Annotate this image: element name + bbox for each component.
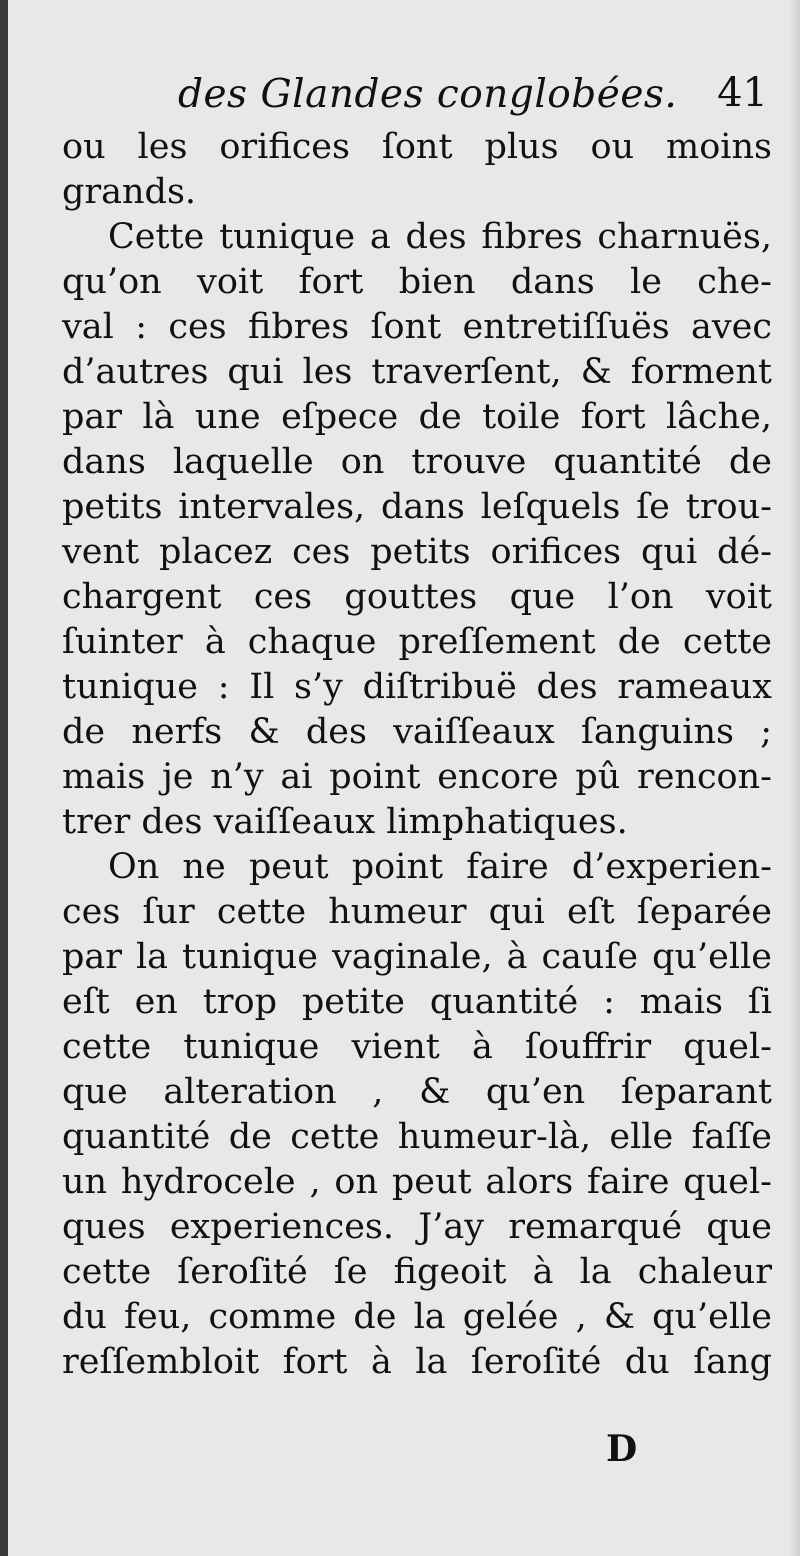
text-line: ques experiences. J’ay remarqué que: [62, 1207, 772, 1247]
text-line: un hydrocele , on peut alors faire quel-: [62, 1162, 772, 1202]
text-line: chargent ces gouttes que l’on voit: [62, 577, 772, 617]
text-line: cette tunique vient à ſouffrir quel-: [62, 1027, 772, 1067]
body-text: [62, 125, 772, 1385]
text-line: On ne peut point faire d’experien-: [108, 847, 772, 887]
text-line: reſſembloit fort à la ſeroſité du ſang: [62, 1342, 772, 1382]
text-line: grands.: [62, 172, 197, 212]
text-line: tunique : Il s’y diſtribuë des rameaux: [62, 667, 772, 707]
text-line: dans laquelle on trouve quantité de: [62, 442, 772, 482]
text-line: vent placez ces petits orifices qui dé-: [62, 532, 772, 572]
text-line: du feu, comme de la gelée , & qu’elle: [62, 1297, 772, 1337]
text-line: ces ſur cette humeur qui eſt ſeparée: [62, 892, 772, 932]
text-line: qu’on voit fort bien dans le che-: [62, 262, 772, 302]
text-line: de nerfs & des vaiſſeaux ſanguins ;: [62, 712, 772, 752]
text-line: par la tunique vaginale, à cauſe qu’elle: [62, 937, 772, 977]
text-line: val : ces fibres ſont entretiſſuës avec: [62, 307, 772, 347]
text-line: ſuinter à chaque preſſement de cette: [62, 622, 772, 662]
text-line: ou les orifices ſont plus ou moins: [62, 127, 772, 167]
text-line: trer des vaiſſeaux limphatiques.: [62, 802, 628, 842]
text-line: mais je n’y ai point encore pû rencon-: [62, 757, 772, 797]
text-line: eſt en trop petite quantité : mais ſi: [62, 982, 772, 1022]
text-line: que alteration , & qu’en ſeparant: [62, 1072, 772, 1112]
page-number: 41: [717, 70, 768, 116]
signature-mark: D: [606, 1428, 638, 1470]
page-header: [60, 70, 770, 130]
text-line: Cette tunique a des fibres charnuës,: [108, 217, 772, 257]
text-line: cette ſeroſité ſe figeoit à la chaleur: [62, 1252, 772, 1292]
text-line: petits intervales, dans leſquels ſe trou-: [62, 487, 772, 527]
text-line: d’autres qui les traverſent, & forment: [62, 352, 772, 392]
running-title: des Glandes conglobées.: [178, 72, 678, 117]
text-line: par là une eſpece de toile fort lâche,: [62, 397, 772, 437]
text-line: quantité de cette humeur-là, elle faſſe: [62, 1117, 772, 1157]
